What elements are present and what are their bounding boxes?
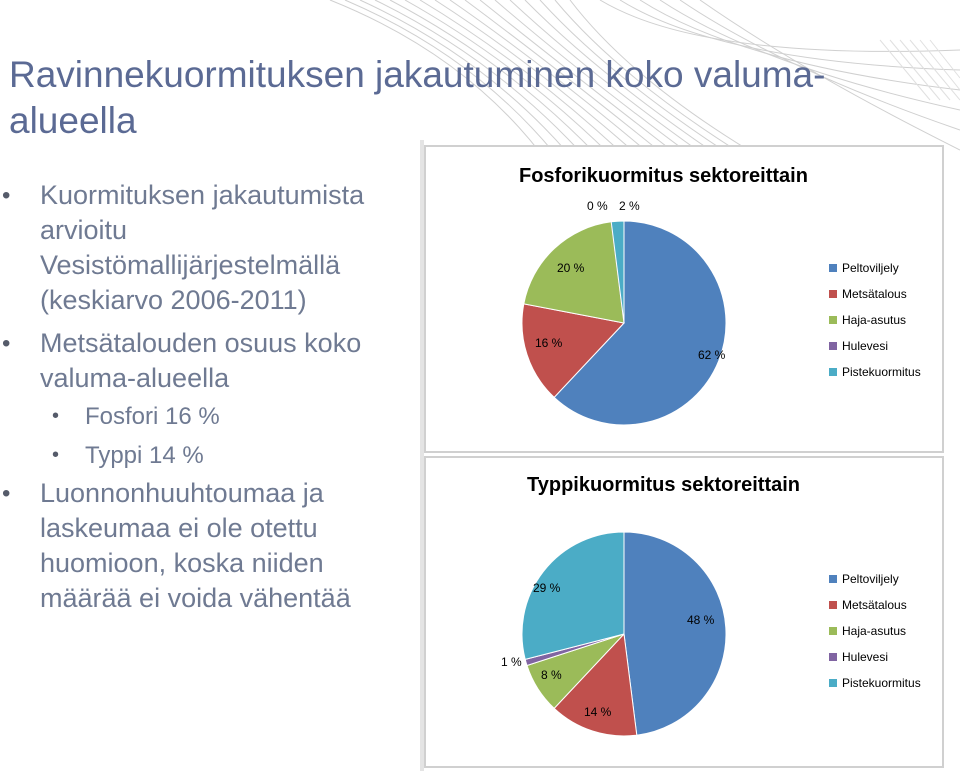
phosphorus-pie-chart bbox=[424, 145, 944, 453]
nitrogen-pie-svg bbox=[426, 458, 942, 766]
legend-label: Hulevesi bbox=[842, 339, 889, 353]
bullet-text: Metsätalouden osuus koko valuma-alueella bbox=[40, 328, 362, 393]
bullet-dot-icon: • bbox=[52, 444, 60, 466]
legend-label: Hulevesi bbox=[842, 650, 889, 664]
bullet-item bbox=[2, 326, 410, 396]
pie-slice-peltoviljely bbox=[624, 532, 726, 735]
legend-swatch bbox=[829, 627, 837, 635]
legend-swatch bbox=[829, 679, 837, 687]
data-label: 16 % bbox=[535, 336, 563, 350]
bullet-dot-icon: • bbox=[2, 182, 11, 209]
data-label: 8 % bbox=[541, 668, 562, 682]
legend-swatch bbox=[829, 264, 837, 272]
legend-swatch bbox=[829, 316, 837, 324]
data-label: 20 % bbox=[557, 261, 585, 275]
bullet-dot-icon: • bbox=[2, 330, 11, 357]
legend-swatch bbox=[829, 368, 837, 376]
data-label: 0 % bbox=[587, 199, 608, 213]
legend-swatch bbox=[829, 290, 837, 298]
bullet-text: Luonnonhuuhtoumaa ja laskeumaa ei ole otettu huomioon, koska niiden määrää ei voida vähentää bbox=[40, 478, 351, 613]
legend-swatch bbox=[829, 575, 837, 583]
legend-label: Pistekuormitus bbox=[842, 365, 921, 379]
bullet-text: Typpi 14 % bbox=[85, 442, 204, 469]
data-label: 48 % bbox=[687, 613, 715, 627]
bullet-dot-icon: • bbox=[2, 480, 11, 507]
sub-bullet-item bbox=[52, 399, 405, 434]
slide-title: Ravinnekuormituksen jakautuminen koko valuma-alueella bbox=[9, 54, 826, 141]
bullet-text: Kuormituksen jakautumista arvioitu Vesistömallijärjestelmällä (keskiarvo 2006-2011) bbox=[40, 180, 365, 315]
chart-title: Typpikuormitus sektoreittain bbox=[527, 474, 801, 496]
legend-swatch bbox=[829, 601, 837, 609]
legend-label: Pistekuormitus bbox=[842, 676, 921, 690]
legend-label: Peltoviljely bbox=[842, 261, 899, 275]
bullet-item bbox=[2, 476, 410, 616]
legend-label: Metsätalous bbox=[842, 287, 907, 301]
chart-title: Fosforikuormitus sektoreittain bbox=[519, 165, 808, 187]
nitrogen-pie-chart bbox=[424, 456, 944, 768]
legend-label: Haja-asutus bbox=[842, 624, 907, 638]
data-label: 2 % bbox=[619, 199, 640, 213]
legend-label: Peltoviljely bbox=[842, 572, 899, 586]
data-label: 29 % bbox=[533, 581, 561, 595]
legend-label: Haja-asutus bbox=[842, 313, 907, 327]
sub-bullet-item bbox=[52, 438, 405, 473]
legend-swatch bbox=[829, 342, 837, 350]
phosphorus-pie-svg bbox=[426, 147, 942, 451]
bullet-item bbox=[2, 178, 410, 318]
data-label: 14 % bbox=[584, 705, 612, 719]
data-label: 1 % bbox=[501, 655, 522, 669]
data-label: 62 % bbox=[698, 348, 726, 362]
legend-label: Metsätalous bbox=[842, 598, 907, 612]
legend-swatch bbox=[829, 653, 837, 661]
bullet-dot-icon: • bbox=[52, 405, 60, 427]
bullet-text: Fosfori 16 % bbox=[85, 403, 220, 430]
